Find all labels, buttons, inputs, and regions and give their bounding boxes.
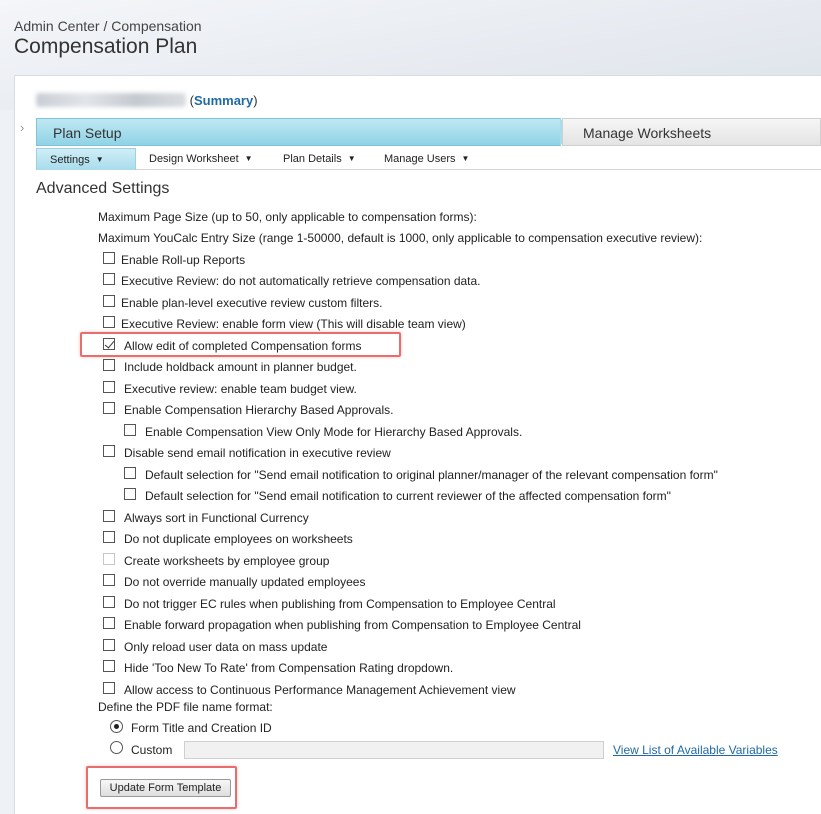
option-label: Enable Roll-up Reports [121,253,246,267]
page-title: Compensation Plan [14,35,198,58]
stage-label: Manage Worksheets [583,125,712,141]
chevron-right-icon: › [20,120,25,135]
option-label: Enable plan-level executive review custom filters. [121,296,383,310]
checkbox[interactable] [103,682,115,694]
checkbox[interactable] [103,531,115,543]
option-label: Enable Compensation Hierarchy Based Approvals. [124,403,394,417]
stage-label: Plan Setup [53,125,122,141]
checkbox[interactable] [103,295,115,307]
checkbox-disabled [103,553,115,565]
summary-open: ( [189,93,194,108]
option-label: Executive Review: enable form view (This will disable team view) [121,317,466,331]
checkbox[interactable] [103,510,115,522]
option-label: Executive review: enable team budget view. [124,382,357,396]
option-label: Default selection for "Send email notification to original planner/manager of the relevant compensation form" [145,468,718,482]
sub-navigation [36,148,821,170]
plan-name-redacted [36,93,186,107]
breadcrumb[interactable]: Admin Center / Compensation [14,18,202,34]
checkbox[interactable] [103,359,115,371]
section-title: Advanced Settings [36,180,170,197]
checkbox[interactable] [124,424,136,436]
tab-label: Settings [50,154,90,166]
checkbox[interactable] [124,488,136,500]
checkbox[interactable] [103,574,115,586]
option-label: Hide 'Too New To Rate' from Compensation Rating dropdown. [124,661,454,675]
checkbox[interactable] [103,381,115,393]
stage-plan-setup[interactable] [36,118,561,146]
option-label: Include holdback amount in planner budget. [124,360,357,374]
checkbox[interactable] [124,467,136,479]
option-label: Only reload user data on mass update [124,640,328,654]
option-label: Executive Review: do not automatically retrieve compensation data. [121,274,481,288]
checkbox[interactable] [103,639,115,651]
option-label: Enable forward propagation when publishing from Compensation to Employee Central [124,618,581,632]
max-youcalc-label: Maximum YouCalc Entry Size (range 1-50000, default is 1000, only applicable to compensation executive review): [98,231,703,245]
summary-link[interactable]: Summary [193,93,254,108]
option-label: Create worksheets by employee group [124,554,330,568]
update-form-template-button[interactable]: Update Form Template [100,779,231,797]
caret-down-icon: ▼ [95,155,104,164]
tab-label: Design Worksheet [149,153,239,165]
checkbox[interactable] [103,660,115,672]
pdf-format-label: Define the PDF file name format: [98,700,273,714]
tab-plan-details[interactable] [275,148,364,170]
plan-name-line [36,93,258,108]
checkbox[interactable] [103,252,115,264]
option-label: Do not duplicate employees on worksheets [124,532,353,546]
highlight-annotation [86,766,237,809]
tab-label: Plan Details [283,153,342,165]
tab-manage-users[interactable] [376,148,477,170]
checkbox[interactable] [103,402,115,414]
stage-manage-worksheets[interactable] [562,118,821,146]
caret-down-icon: ▼ [347,154,356,163]
option-label: Do not override manually updated employees [124,575,366,589]
option-label: Enable Compensation View Only Mode for Hierarchy Based Approvals. [145,425,523,439]
max-page-size-label: Maximum Page Size (up to 50, only applicable to compensation forms): [98,210,477,224]
tab-label: Manage Users [384,153,456,165]
tab-design-worksheet[interactable] [141,148,261,170]
option-label: Allow access to Continuous Performance Management Achievement view [124,683,516,697]
checkbox[interactable] [103,596,115,608]
checkbox[interactable] [103,316,115,328]
option-label: Default selection for "Send email notification to current reviewer of the affected compensation form" [145,489,671,503]
option-label: Do not trigger EC rules when publishing from Compensation to Employee Central [124,597,556,611]
checkbox[interactable] [103,617,115,629]
checkbox[interactable] [103,273,115,285]
checkbox[interactable] [103,445,115,457]
radio-label: Form Title and Creation ID [131,721,272,735]
tab-settings[interactable] [36,148,136,170]
stage-bar [36,118,821,146]
radio-form-title[interactable] [110,720,123,733]
option-label: Disable send email notification in executive review [124,446,391,460]
available-variables-link[interactable]: View List of Available Variables [613,743,778,757]
radio-custom[interactable] [110,741,123,754]
option-label: Always sort in Functional Currency [124,511,309,525]
caret-down-icon: ▼ [461,154,470,163]
summary-close: ) [253,93,258,108]
radio-label: Custom [131,743,173,757]
custom-format-input [184,741,604,759]
caret-down-icon: ▼ [244,154,253,163]
option-label: Allow edit of completed Compensation forms [124,339,362,353]
highlight-annotation [80,332,401,357]
